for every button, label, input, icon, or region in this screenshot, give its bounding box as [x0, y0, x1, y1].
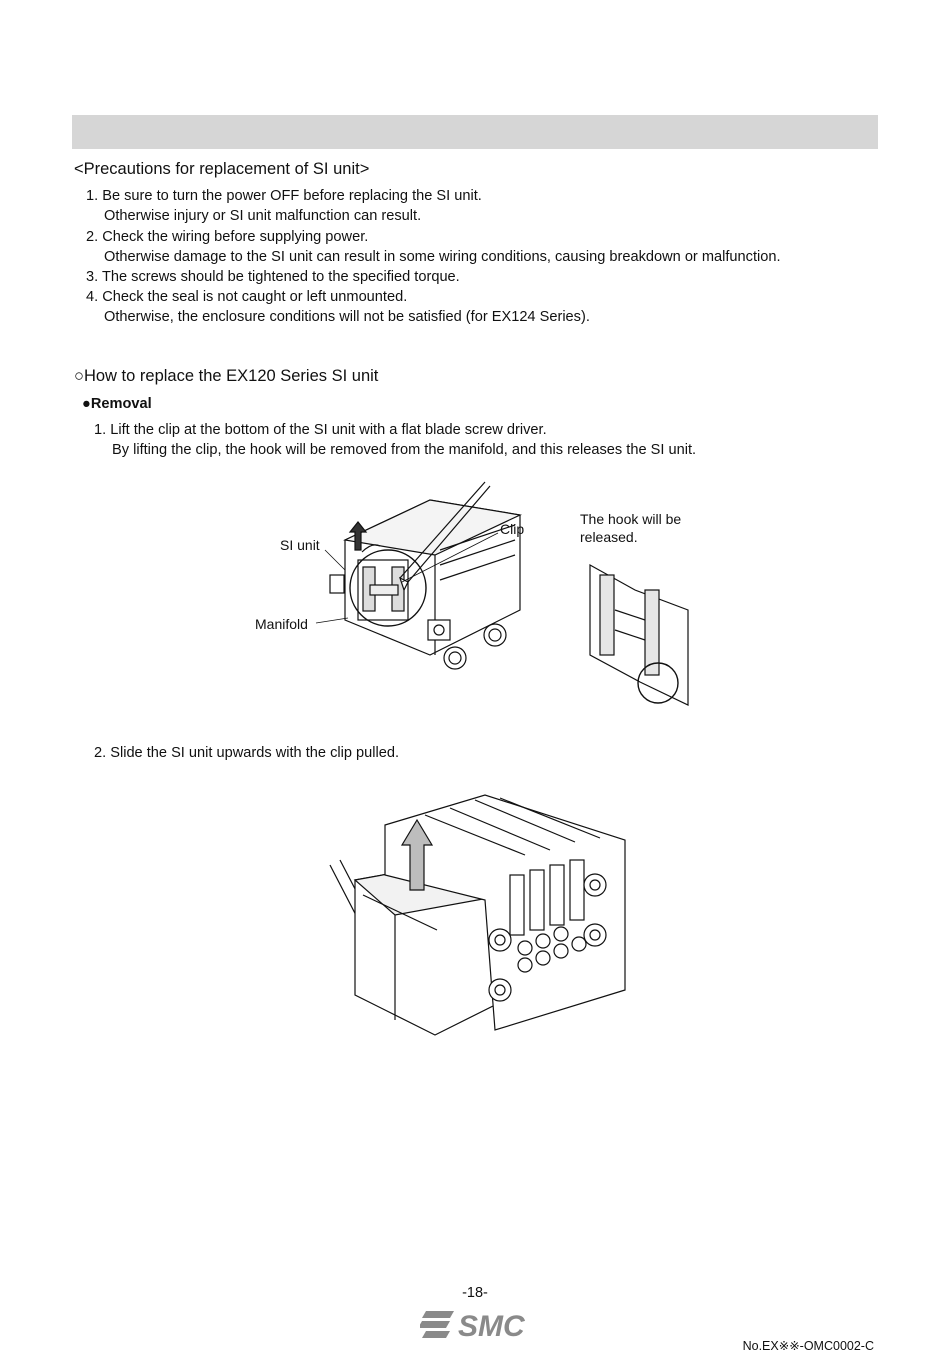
removal-step-1: [94, 420, 696, 460]
precaution-item-1: [86, 186, 482, 226]
section-header-bar: [72, 115, 878, 149]
precautions-heading: <Precautions for replacement of SI unit>: [74, 160, 370, 178]
precaution-item-line: 3. The screws should be tightened to the specified torque.: [86, 269, 460, 285]
precaution-item-line: 4. Check the seal is not caught or left unmounted.: [86, 289, 408, 305]
figure-si-unit-clip: [250, 470, 710, 715]
figure-slide-si-unit: [325, 780, 645, 1040]
precaution-item-line: 2. Check the wiring before supplying power.: [86, 229, 369, 245]
precaution-item-2: [86, 227, 781, 267]
label-si-unit: SI unit: [280, 537, 320, 553]
hook-detail: [590, 565, 688, 705]
precaution-item-note: Otherwise damage to the SI unit can result in some wiring conditions, causing breakdown or malfunction.: [104, 249, 781, 265]
document-number: No.EX※※-OMC0002-C: [742, 1339, 874, 1353]
step-line: 1. Lift the clip at the bottom of the SI unit with a flat blade screw driver.: [94, 422, 547, 438]
smc-logo-text: SMC: [458, 1310, 525, 1341]
step-note: By lifting the clip, the hook will be removed from the manifold, and this releases the SI unit.: [112, 442, 697, 458]
removal-heading: ●Removal: [82, 396, 152, 412]
step-line: 2. Slide the SI unit upwards with the clip pulled.: [94, 745, 400, 761]
precaution-item-note: Otherwise injury or SI unit malfunction can result.: [104, 208, 422, 224]
precaution-item-4: [86, 287, 590, 327]
precaution-item-note: Otherwise, the enclosure conditions will not be satisfied (for EX124 Series).: [104, 309, 590, 325]
precaution-item-line: 1. Be sure to turn the power OFF before replacing the SI unit.: [86, 188, 482, 204]
howto-heading: ○How to replace the EX120 Series SI unit: [74, 367, 379, 385]
label-clip: Clip: [500, 521, 525, 537]
smc-logo: [420, 1305, 530, 1341]
removal-step-2: [94, 743, 399, 763]
page-number: -18-: [462, 1285, 488, 1301]
label-manifold: Manifold: [255, 616, 308, 632]
label-hook-line1: The hook will be: [580, 511, 682, 527]
label-hook-line2: released.: [580, 529, 638, 545]
precaution-item-3: [86, 267, 460, 287]
